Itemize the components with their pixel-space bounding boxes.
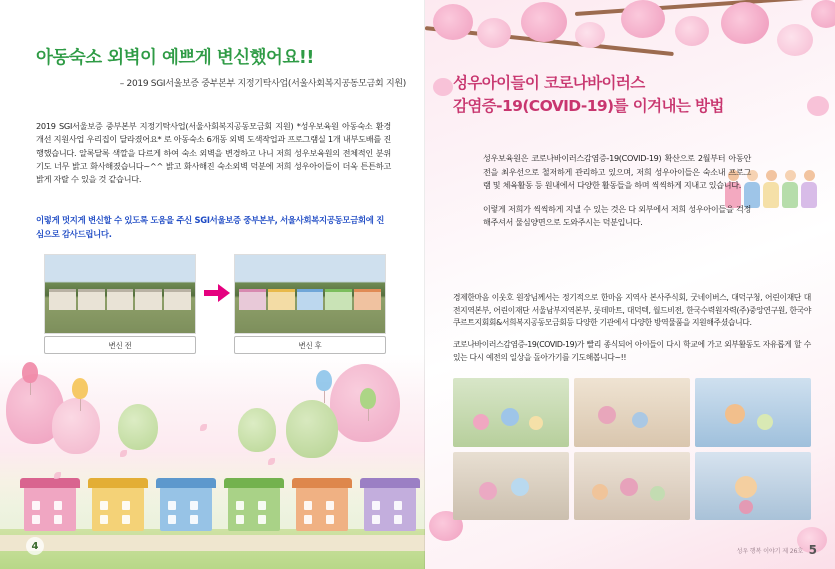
building-yellow <box>92 487 144 531</box>
page-subtitle: – 2019 SGI서울보증 중부본부 지정기탁사업(서울사회복지공동모금회 지원) <box>119 79 406 89</box>
blossom-icon <box>675 16 709 46</box>
photo-gallery <box>453 378 811 520</box>
tree-icon <box>238 408 276 452</box>
person-figure <box>763 170 779 208</box>
photo-gym-activity <box>695 378 811 447</box>
blossom-icon <box>575 22 605 48</box>
left-body-text <box>36 120 391 195</box>
right-body-text <box>483 152 751 240</box>
blossom-icon <box>621 0 665 38</box>
branch-decoration <box>575 0 835 16</box>
after-buildings <box>239 289 381 307</box>
illustration-campus <box>0 354 425 569</box>
photo-craft-activity <box>453 452 569 521</box>
building-green <box>228 487 280 531</box>
blossom-icon <box>811 0 835 28</box>
left-paragraph-1: 2019 SGI서울보증 중부본부 지정기탁사업(서울사회복지공동모금회 지원) *성우보육원 아동숙소 환경개선 지원사업 우리집이 달라졌어요* 로 아동숙소 6개동 외벽 도색작업과 프로그램실 1개 내부도배를 진행했습니다. 알록달록 색깔을 다르게 하여 숙소 외벽을 변경하고 나니 저희 성우보육원의 전체적인 분위기도 너무 밝고 화사해졌습니다~^^ 밝고 화사해진 숙소외벽 덕분에 저희 성우아이들이 더욱 튼튼하고 밝게 자랄 수 있을 것 같습니다. <box>36 121 391 185</box>
page-number-right: 5 <box>808 543 817 557</box>
right-note-paragraph-2: 코로나바이러스감염증-19(COVID-19)가 빨리 종식되어 아이들이 다시 학교에 가고 외부활동도 자유롭게 할 수 있는 다시 예전의 일상을 돌아가기를 기도해봅니다~!! <box>453 339 811 362</box>
blossom-icon <box>721 2 769 44</box>
tree-icon <box>118 404 158 450</box>
tree-icon <box>52 398 100 454</box>
petal-icon <box>268 458 275 465</box>
right-note-text <box>453 292 811 373</box>
photo-before <box>44 254 196 334</box>
caption-before: 변신 전 <box>44 336 196 354</box>
blossom-icon <box>433 78 453 96</box>
blossom-icon <box>477 18 511 48</box>
right-page <box>425 0 835 569</box>
before-buildings <box>49 289 191 307</box>
blossom-icon <box>777 24 813 56</box>
photo-outdoor-play <box>453 378 569 447</box>
left-highlight-text <box>36 214 391 241</box>
before-after-comparison <box>44 254 384 354</box>
photo-indoor-activity <box>574 378 690 447</box>
building-blue <box>160 487 212 531</box>
caption-after: 변신 후 <box>234 336 386 354</box>
page-number-left: 4 <box>26 537 44 555</box>
petal-icon <box>120 450 127 457</box>
photo-swing-play <box>695 452 811 521</box>
person-figure <box>801 170 817 208</box>
person-figure <box>782 170 798 208</box>
photo-after <box>234 254 386 334</box>
balloon-icon <box>360 388 376 409</box>
photo-group-activity <box>574 452 690 521</box>
petal-icon <box>200 424 207 431</box>
building-orange <box>296 487 348 531</box>
building-violet <box>364 487 416 531</box>
right-title-line-1: 성우아이들이 코로나바이러스 <box>453 74 645 92</box>
right-paragraph-1: 성우보육원은 코로나바이러스감염증-19(COVID-19) 확산으로 2월부터 아동안전을 최우선으로 철저하게 관리하고 있으며, 저희 성우아이들은 숙소내 프로그램 및 체육활동 등 원내에서 다양한 활동들을 하며 씩씩하게 지내고 있습니다. <box>483 153 751 191</box>
building-pink <box>24 487 76 531</box>
arrow-right-icon <box>204 284 230 302</box>
blossom-icon <box>521 2 567 42</box>
balloon-icon <box>72 378 88 399</box>
left-highlight-paragraph: 이렇게 멋지게 변신할 수 있도록 도움을 주신 SGI서울보증 중부본부, 서울사회복지공동모금회에 진심으로 감사드립니다. <box>36 215 384 239</box>
page-title: 아동숙소 외벽이 예쁘게 변신했어요!! <box>36 48 314 68</box>
right-note-paragraph-1: 경제한마음 이웃호 원장님께서는 정기적으로 한마음 지역사 본사주식회, 굿네이버스, 대덕구청, 어린이재단 대전지역본부, 어린이재단 서울남부지역본부, 롯데마트, 대덕텍, 월드비전, 한국수력원자력(주)중앙연구원, 한국야쿠르트지회회&서희복지공동모금회등 다양한 기관에서 다양한 방역물품을 지원해주셨습니다. <box>453 293 811 328</box>
right-paragraph-2: 이렇게 저희가 씩씩하게 지낼 수 있는 것은 다 외부에서 저희 성우아이들을 걱정해주셔서 물심양면으로 도와주시는 덕분입니다. <box>483 203 751 228</box>
pathway <box>0 535 425 551</box>
balloon-icon <box>22 362 38 383</box>
blossom-icon <box>433 4 473 40</box>
balloon-icon <box>316 370 332 391</box>
tree-icon <box>286 400 338 458</box>
right-page-title <box>453 72 813 119</box>
footer-side-text: 성우 행복 이야기 제 26호 <box>736 548 803 555</box>
right-title-line-2: 감염증-19(COVID-19)를 이겨내는 방법 <box>453 97 724 116</box>
